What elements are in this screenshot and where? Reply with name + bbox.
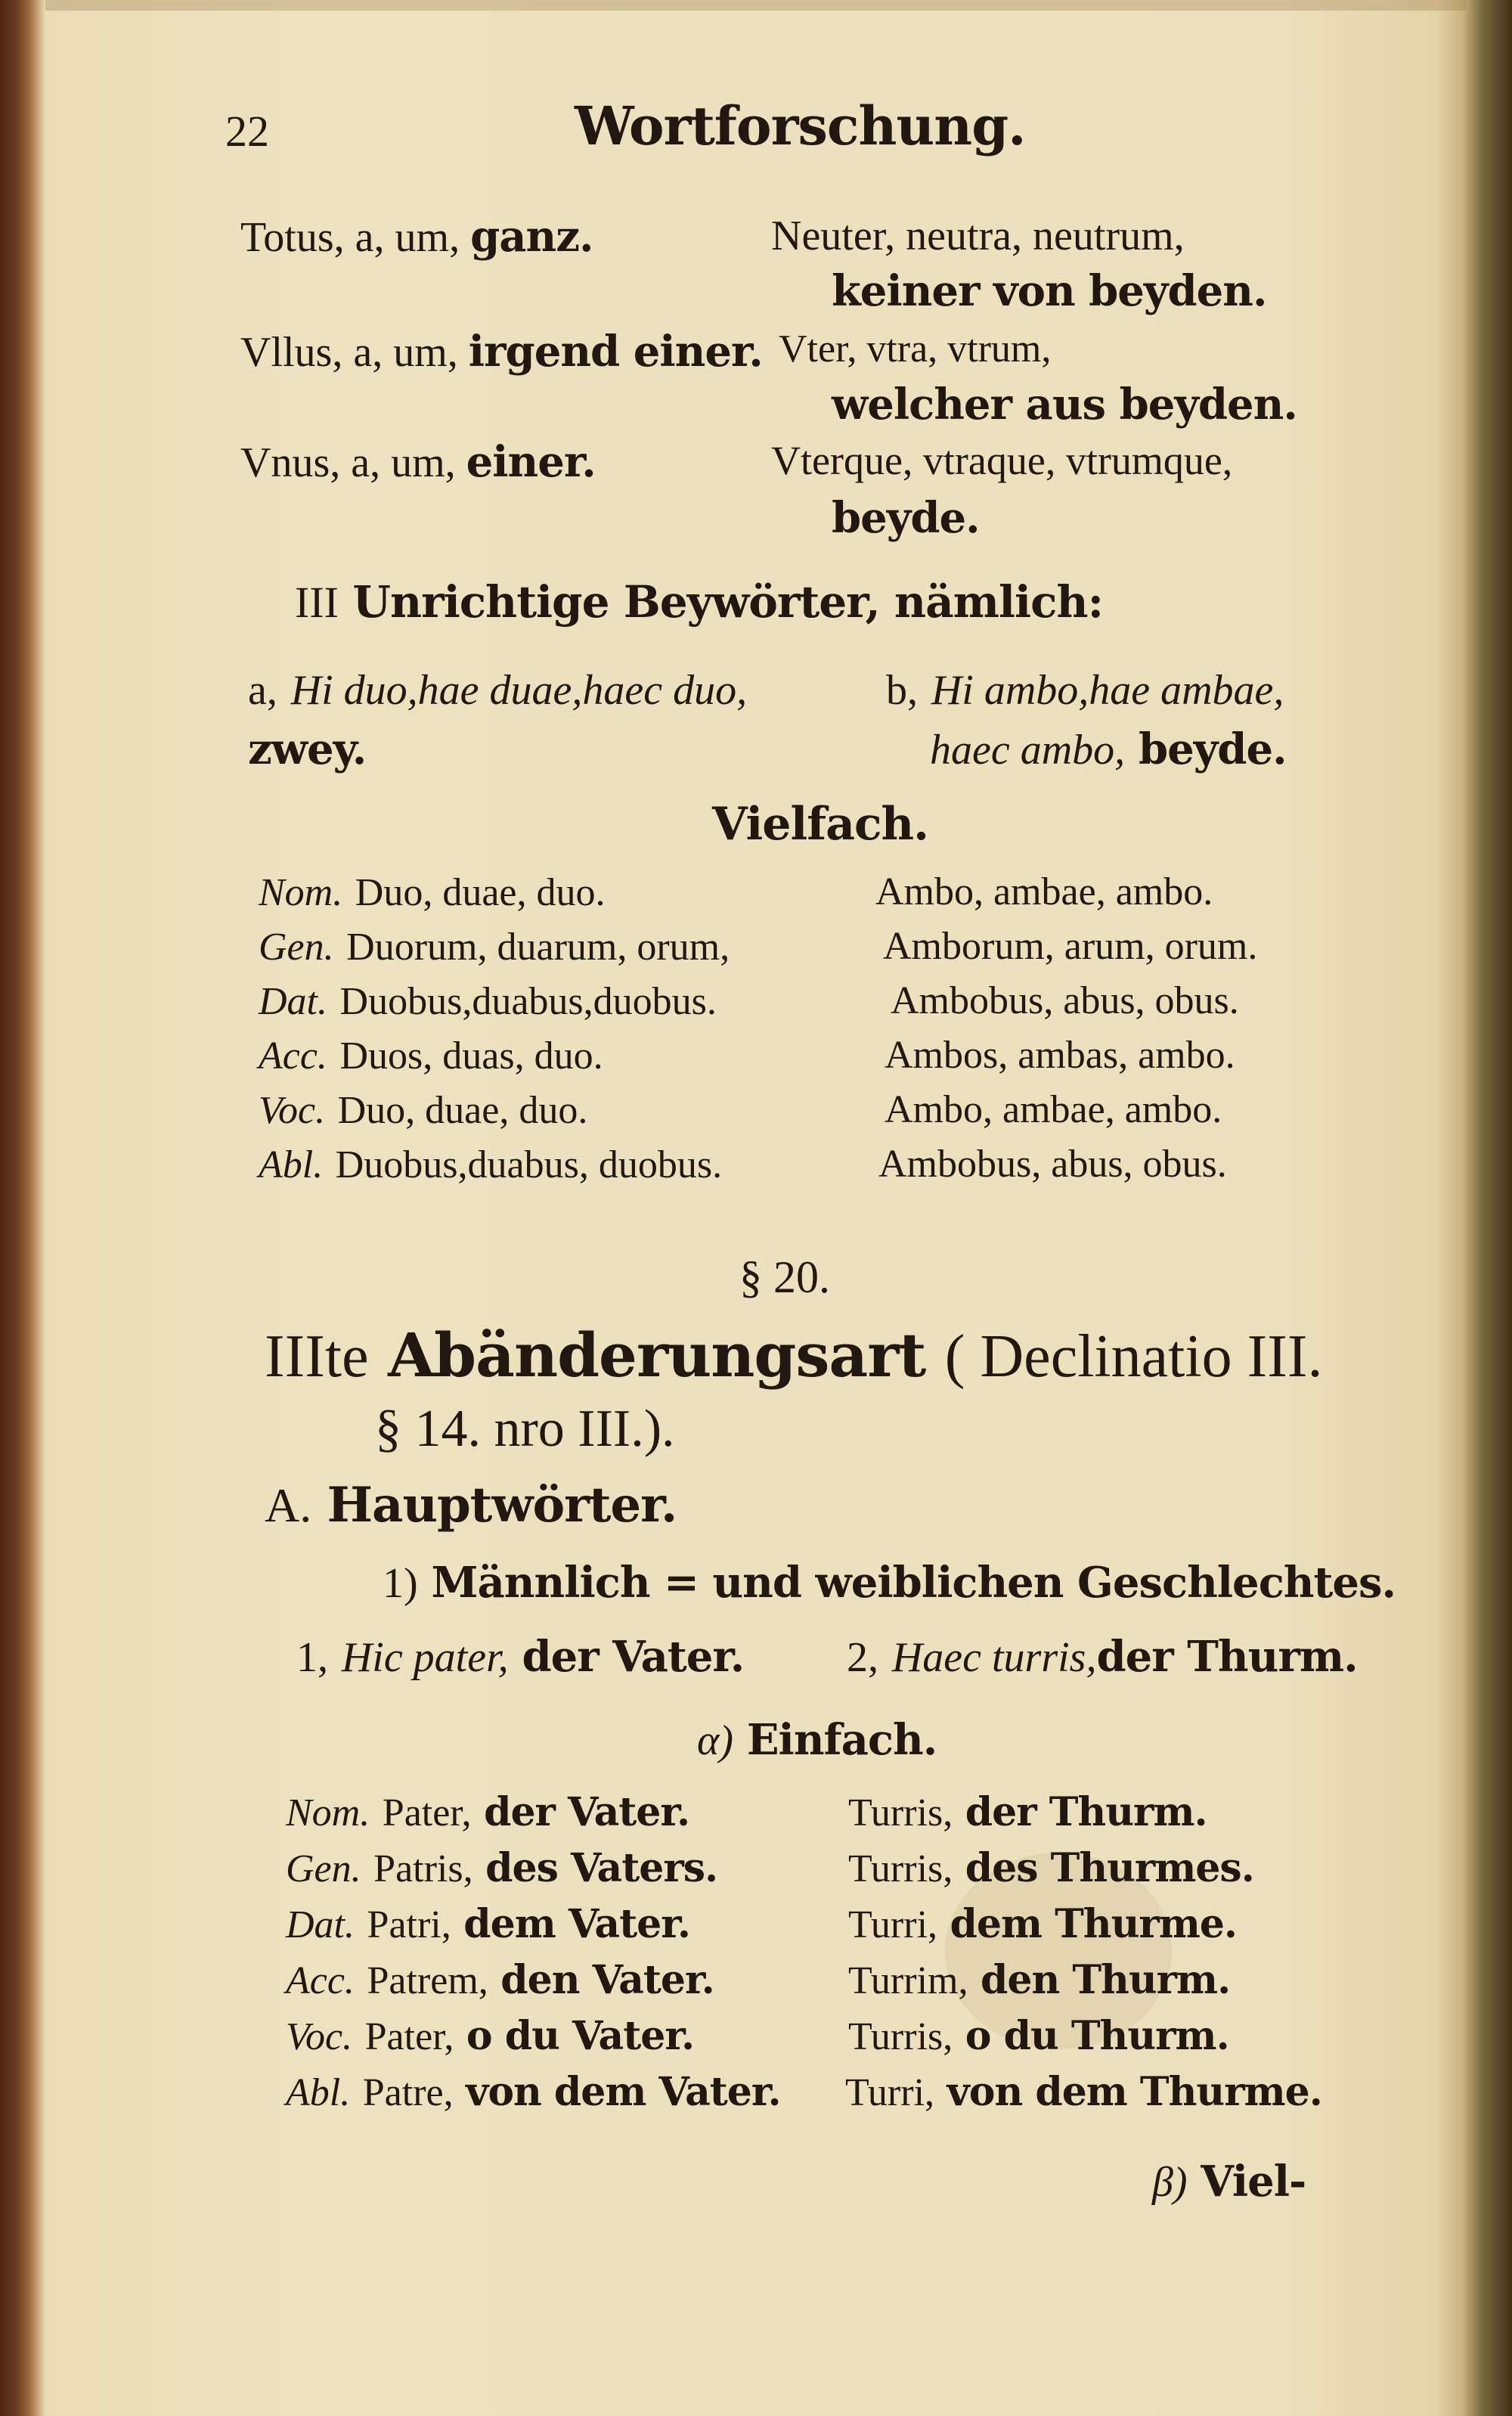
table-cell: Turris, des Thurmes. — [848, 1845, 1254, 1891]
example-2: 2, Haec turris,der Thurm. — [847, 1632, 1358, 1682]
table-cell: Turrim, den Thurm. — [848, 1957, 1231, 2003]
irregular-heading: III Unrichtige Beywörter, nämlich: — [295, 576, 1103, 628]
einfach-subheading: α) Einfach. — [697, 1715, 937, 1765]
gender-subheading: 1) Männlich = und weiblichen Geschlechtes. — [383, 1558, 1396, 1608]
table-row: Abl. Patre, von dem Vater. — [286, 2069, 781, 2115]
example-b-line2: haec ambo, beyde. — [930, 724, 1287, 774]
pronoun-term: Neuter, neutra, neutrum, — [771, 212, 1185, 259]
table-row: Acc. Patrem, den Vater. — [286, 1957, 714, 2003]
page-number: 22 — [225, 107, 269, 156]
pronoun-gloss: keiner von beyden. — [832, 266, 1267, 316]
pronoun-term: Vter, vtra, vtrum, — [779, 327, 1052, 371]
table-row: Voc. Pater, o du Vater. — [286, 2013, 695, 2059]
example-a-gloss: zwey. — [248, 724, 367, 774]
table-cell: Turris, der Thurm. — [848, 1789, 1207, 1835]
pronoun-term: Vterque, vtraque, vtrumque, — [771, 438, 1233, 483]
pronoun-gloss: beyde. — [832, 493, 980, 543]
table-cell: Ambobus, abus, obus. — [891, 979, 1239, 1022]
table-row: Nom. Duo, duae, duo. — [259, 871, 606, 914]
declension-title: IIIte Abänderungsart ( Declinatio III. — [265, 1320, 1323, 1391]
vielfach-subheading: Vielfach. — [712, 798, 928, 851]
running-title: Wortforschung. — [575, 95, 1026, 157]
example-a: a, Hi duo,hae duae,haec duo, — [248, 667, 748, 714]
table-row: Gen. Duorum, duarum, orum, — [259, 926, 730, 969]
table-cell: Turri, von dem Thurme. — [845, 2069, 1322, 2115]
catchword: β) Viel- — [1152, 2157, 1306, 2207]
example-1: 1, Hic pater, der Vater. — [296, 1632, 745, 1682]
table-cell: Ambo, ambae, ambo. — [885, 1088, 1222, 1131]
table-cell: Turris, o du Thurm. — [848, 2013, 1229, 2059]
table-row: Nom. Pater, der Vater. — [286, 1789, 690, 1835]
table-row: Dat. Patri, dem Vater. — [286, 1901, 690, 1947]
section-mark: § 20. — [739, 1252, 830, 1302]
declension-reference: § 14. nro III.). — [375, 1400, 675, 1458]
table-row: Gen. Patris, des Vaters. — [286, 1845, 718, 1891]
pronoun-gloss: welcher aus beyden. — [832, 380, 1297, 430]
pronoun-term: Totus, a, um, ganz. — [240, 212, 593, 262]
table-row: Abl. Duobus,duabus, duobus. — [259, 1143, 723, 1186]
pronoun-term: Vnus, a, um, einer. — [240, 437, 596, 487]
table-row: Acc. Duos, duas, duo. — [259, 1034, 603, 1078]
pronoun-term: Vllus, a, um, irgend einer. — [240, 327, 763, 377]
table-cell: Ambo, ambae, ambo. — [875, 870, 1213, 913]
table-row: Voc. Duo, duae, duo. — [259, 1089, 588, 1132]
example-b: b, Hi ambo,hae ambae, — [886, 667, 1284, 714]
table-cell: Turri, dem Thurme. — [848, 1901, 1238, 1947]
table-cell: Amborum, arum, orum. — [883, 925, 1258, 968]
top-edge-stain — [45, 0, 1467, 11]
table-cell: Ambos, ambas, ambo. — [885, 1034, 1235, 1077]
table-cell: Ambobus, abus, obus. — [878, 1143, 1227, 1186]
part-heading: A. Hauptwörter. — [265, 1477, 677, 1534]
table-row: Dat. Duobus,duabus,duobus. — [259, 980, 717, 1023]
